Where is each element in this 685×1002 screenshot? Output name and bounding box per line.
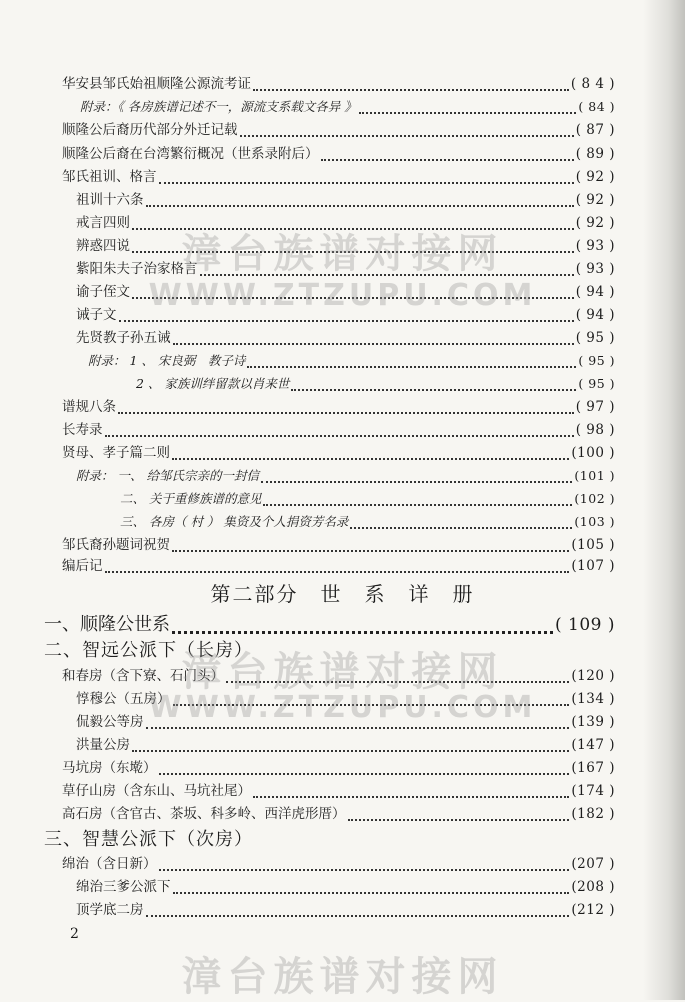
toc-entry: 惇穆公（五房） (134 ): [76, 691, 615, 707]
watermark-text: 漳台族谱对接网: [181, 230, 504, 277]
toc-entry: 邹氏裔孙题词祝贺 (105 ): [62, 537, 615, 553]
section-heading: 三、智慧公派下（次房）: [44, 829, 253, 850]
toc-entry: 戒言四则 ( 92 ): [76, 215, 615, 231]
toc-entry: 顺隆公后裔历代部分外迁记载 ( 87 ): [62, 122, 615, 138]
toc-entry: 华安县邹氏始祖顺隆公源流考证 ( 8 4 ): [62, 76, 615, 92]
toc-entry-appendix: 2 、 家族训绊留款以肖来世 ( 95 ): [136, 376, 615, 391]
toc-entry: 洪量公房 (147 ): [76, 737, 615, 753]
toc-entry: 诫子文 ( 94 ): [76, 307, 615, 323]
toc-entry-appendix: 二、 关于重修族谱的意见 (102 ): [120, 491, 615, 506]
watermark-url: WWW.ZTZUPU.COM: [148, 278, 537, 313]
page-number: 2: [70, 926, 79, 942]
section-heading: 二、智远公派下（长房）: [44, 640, 253, 661]
watermark-text: 漳台族谱对接网: [181, 648, 504, 695]
toc-entry-appendix: 附录： 1 、 宋良弼 教子诗 ( 95 ): [88, 353, 615, 368]
toc-entry: 谕子侄文 ( 94 ): [76, 284, 615, 300]
toc-entry: 编后记 (107 ): [62, 558, 615, 574]
toc-entry-lineage: 一、顺隆公世系 ( 109 ): [44, 614, 615, 635]
toc-entry-appendix: 三、 各房（ 村 ） 集资及个人捐资芳名录 (103 ): [120, 514, 615, 529]
toc-entry: 绵治三爹公派下 (208 ): [76, 879, 615, 895]
toc-entry: 和春房（含下寮、石门头） (120 ): [62, 668, 615, 684]
toc-entry: 谱规八条 ( 97 ): [62, 399, 615, 415]
page-edge-shadow: [643, 0, 685, 1000]
toc-entry: 绵治（含日新） (207 ): [62, 856, 615, 872]
toc-entry: 高石房（含官古、茶坂、科多岭、西洋虎形厝） (182 ): [62, 806, 615, 822]
toc-entry: 草仔山房（含东山、马坑社尾） (174 ): [62, 783, 615, 799]
toc-entry: 长寿录 ( 98 ): [62, 422, 615, 438]
toc-entry: 顶学底二房 (212 ): [76, 902, 615, 918]
watermark-url: WWW.ZTZUPU.COM: [148, 690, 537, 725]
watermark-text: 漳台族谱对接网: [181, 953, 504, 1000]
toc-entry: 顺隆公后裔在台湾繁衍概况（世系录附后） ( 89 ): [62, 146, 615, 162]
toc-entry-appendix: 附录： 一、 给邹氏宗亲的一封信 (101 ): [76, 468, 615, 483]
toc-entry: 先贤教子孙五诫 ( 95 ): [76, 330, 615, 346]
toc-entry-appendix: 附录：《 各房族谱记述不一，源流支系载文各异 》 ( 84 ): [80, 99, 615, 114]
toc-entry: 邹氏祖训、格言 ( 92 ): [62, 169, 615, 185]
toc-entry: 祖训十六条 ( 92 ): [76, 192, 615, 208]
toc-entry: 侃毅公等房 (139 ): [76, 714, 615, 730]
toc-entry: 马坑房（东墘） (167 ): [62, 760, 615, 776]
toc-entry: 辨惑四说 ( 93 ): [76, 238, 615, 254]
toc-entry: 贤母、孝子篇二则 (100 ): [62, 445, 615, 461]
toc-entry: 紫阳朱夫子治家格言 ( 93 ): [76, 261, 615, 277]
part2-heading: 第二部分 世 系 详 册: [210, 582, 475, 606]
